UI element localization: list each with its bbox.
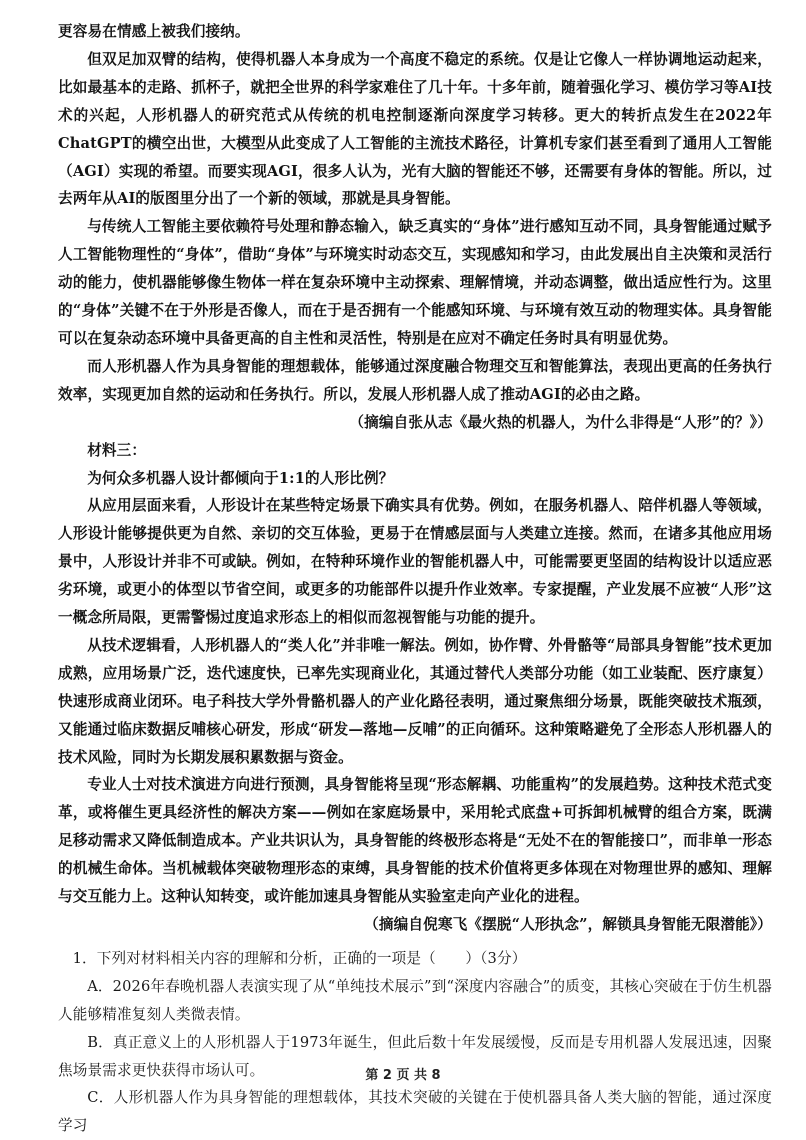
question-stem: 1．下列对材料相关内容的理解和分析，正确的一项是（ ）（3分） bbox=[72, 949, 527, 967]
question-option-a: A．2026年春晚机器人表演实现了从“单纯技术展示”到“深度内容融合”的质变，其核心突破在于仿生机器人能够精准复刻人类微表情。 bbox=[58, 977, 772, 1023]
paragraph-embodied-intelligence: 与传统人工智能主要依赖符号处理和静态输入，缺乏真实的“身体”进行感知互动不同，具身智能通过赋予人工智能物理性的“身体”，借助“身体”与环境实时动态交互，实现感知和学习，由此发展出自主决策和灵活行动的能力，使机器能够像生物体一样在复杂环境中主动探索、理解情境，并动态调整，做出适应性行为。这里的“身体”关键不在于外形是否像人，而在于是否拥有一个能感知环境、与环境有效互动的物理实体。具身智能可以在复杂动态环境中具备更高的自主性和灵活性，特别是在应对不确定任务时具有明显优势。 bbox=[58, 218, 772, 347]
paragraph-application-level: 从应用层面来看，人形设计在某些特定场景下确实具有优势。例如，在服务机器人、陪伴机器人等领域，人形设计能够提供更为自然、亲切的交互体验，更易于在情感层面与人类建立连接。然而，在诸多其他应用场景中，人形设计并非不可或缺。例如，在特种环境作业的智能机器人中，可能需要更坚固的结构设计以适应恶劣环境，或更小的体型以节省空间，或更多的功能部件以提升作业效率。专家提醒，产业发展不应被“人形”这一概念所局限，更需警惕过度追求形态上的相似而忽视智能与功能的提升。 bbox=[58, 497, 772, 627]
paragraph-expert-prediction: 专业人士对技术演进方向进行预测，具身智能将呈现“形态解耦、功能重构”的发展趋势。这种技术范式变革，或将催生更具经济性的解决方案——例如在家庭场景中，采用轮式底盘+可拆卸机械臂的组合方案，既满足移动需求又降低制造成本。产业共识认为，具身智能的终极形态将是“无处不在的智能接口”，而非单一形态的机械生命体。当机械载体突破物理形态的束缚，具身智能的技术价值将更多体现在对物理世界的感知、理解与交互能力上。这种认知转变，或许能加速具身智能从实验室走向产业化的进程。 bbox=[58, 776, 772, 906]
question-option-c: C．人形机器人作为具身智能的理想载体，其技术突破的关键在于使机器具备人类大脑的智能，通过深度学习 bbox=[58, 1089, 772, 1135]
paragraph-humanoid-structure: 但双足加双臂的结构，使得机器人本身成为一个高度不稳定的系统。仅是让它像人一样协调地运动起来，比如最基本的走路、抓杯子，就把全世界的科学家难住了几十年。十多年前，随着强化学习、模仿学习等AI技术的兴起，人形机器人的研究范式从传统的机电控制逐渐向深度学习转移。更大的转折点发生在2022年ChatGPT的横空出世，大模型从此变成了人工智能的主流技术路径，计算机专家们甚至看到了通用人工智能（AGI）实现的希望。而要实现AGI，很多人认为，光有大脑的智能还不够，还需要有身体的智能。所以，过去两年从AI的版图里分出了一个新的领域，那就是具身智能。 bbox=[58, 50, 772, 208]
material-three-heading: 材料三： bbox=[87, 441, 147, 459]
material-three-question-title: 为何众多机器人设计都倾向于1:1的人形比例？ bbox=[87, 469, 394, 487]
exam-page-body bbox=[58, 18, 772, 1140]
source-citation-material-2: （摘编自张从志《最火热的机器人，为什么非得是“人形”的？》） bbox=[349, 413, 772, 431]
page-number-footer: 第 2 页 共 8 bbox=[365, 1068, 441, 1083]
question-block bbox=[58, 945, 772, 1140]
question-option-b: B．真正意义上的人形机器人于1973年诞生，但此后数十年发展缓慢，反而是专用机器人发展迅速，因聚焦场景需求更快获得市场认可。 bbox=[58, 1033, 772, 1079]
paragraph-ideal-carrier: 而人形机器人作为具身智能的理想载体，能够通过深度融合物理交互和智能算法，表现出更高的任务执行效率，实现更加自然的运动和任务执行。所以，发展人形机器人成了推动AGI的必由之路。 bbox=[58, 357, 772, 403]
paragraph-technical-logic: 从技术逻辑看，人形机器人的“类人化”并非唯一解法。例如，协作臂、外骨骼等“局部具身智能”技术更加成熟，应用场景广泛，迭代速度快，已率先实现商业化，其通过替代人类部分功能（如工业装配、医疗康复）快速形成商业闭环。电子科技大学外骨骼机器人的产业化路径表明，通过聚焦细分场景，既能突破技术瓶颈，又能通过临床数据反哺核心研发，形成“研发—落地—反哺”的正向循环。这种策略避免了全形态人形机器人的技术风险，同时为长期发展积累数据与资金。 bbox=[58, 636, 772, 766]
source-citation-material-3: （摘编自倪寒飞《摆脱“人形执念”，解锁具身智能无限潜能》） bbox=[364, 916, 772, 933]
paragraph-continuation: 更容易在情感上被我们接纳。 bbox=[58, 23, 250, 40]
